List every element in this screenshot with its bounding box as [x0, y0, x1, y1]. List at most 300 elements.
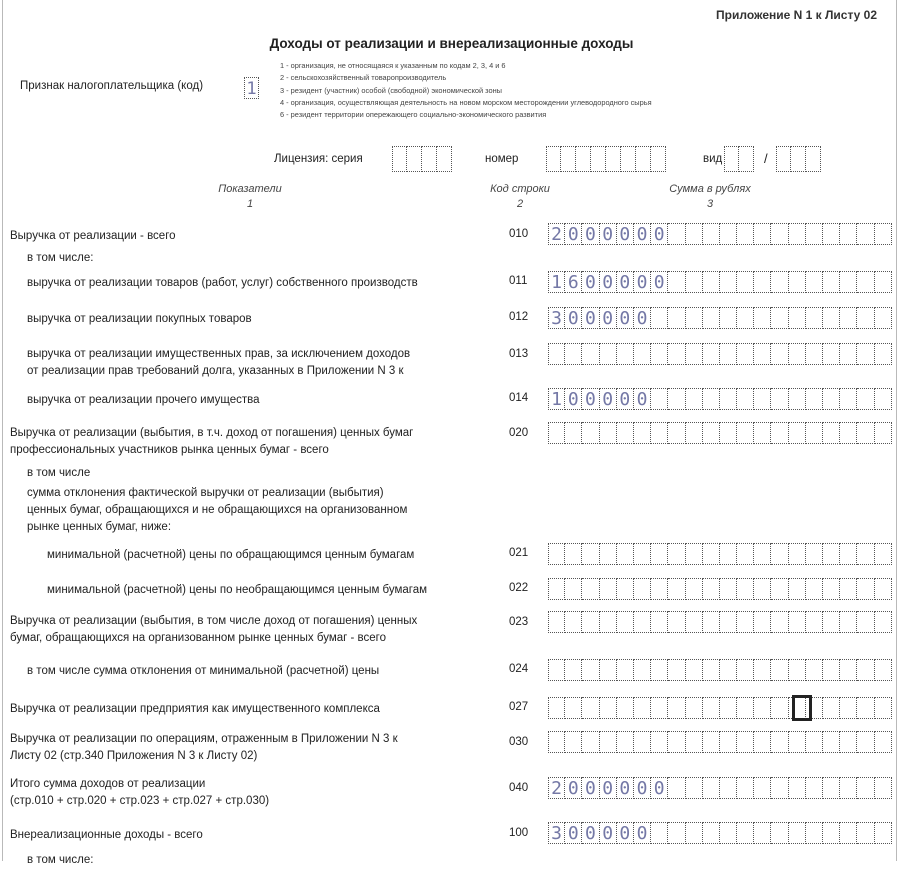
amount-digit-cell[interactable] — [651, 307, 668, 329]
amount-digit-cell[interactable] — [668, 271, 685, 293]
amount-digit-cell[interactable] — [668, 578, 685, 600]
amount-digit-cell[interactable] — [565, 422, 582, 444]
amount-digit-cell[interactable] — [703, 777, 720, 799]
amount-digit-cell[interactable] — [686, 388, 703, 410]
amount-digit-cell[interactable] — [720, 822, 737, 844]
amount-digit-cell[interactable] — [754, 343, 771, 365]
amount-digit-cell[interactable]: 0 — [565, 777, 582, 799]
amount-digit-cell[interactable] — [703, 343, 720, 365]
amount-digit-cell[interactable] — [686, 578, 703, 600]
amount-digit-cell[interactable] — [651, 731, 668, 753]
amount-digit-cell[interactable] — [840, 731, 857, 753]
amount-digit-cell[interactable] — [565, 543, 582, 565]
amount-digit-cell[interactable] — [875, 731, 892, 753]
amount-digit-cell[interactable] — [582, 578, 599, 600]
amount-digit-cell[interactable] — [754, 223, 771, 245]
amount-digit-cell[interactable]: 1 — [548, 271, 565, 293]
amount-digit-cell[interactable] — [857, 307, 874, 329]
amount-digit-cell[interactable] — [582, 422, 599, 444]
amount-digit-cell[interactable] — [771, 271, 788, 293]
amount-digit-cell[interactable] — [737, 697, 754, 719]
amount-digit-cell[interactable] — [806, 731, 823, 753]
amount-digit-cell[interactable] — [651, 343, 668, 365]
license-number-field[interactable] — [546, 146, 666, 172]
amount-digit-cell[interactable]: 0 — [582, 822, 599, 844]
license-series-cell[interactable] — [407, 146, 422, 172]
amount-digit-cell[interactable] — [857, 659, 874, 681]
amount-digit-cell[interactable]: 0 — [582, 223, 599, 245]
amount-digit-cell[interactable] — [582, 343, 599, 365]
amount-digit-cell[interactable] — [720, 697, 737, 719]
amount-digit-cell[interactable] — [857, 697, 874, 719]
amount-digit-cell[interactable] — [651, 611, 668, 633]
amount-digit-cell[interactable] — [565, 343, 582, 365]
amount-digit-cell[interactable] — [806, 543, 823, 565]
amount-digit-cell[interactable]: 3 — [548, 307, 565, 329]
amount-digit-cell[interactable] — [634, 543, 651, 565]
amount-digit-cell[interactable] — [703, 307, 720, 329]
license-series-cell[interactable] — [392, 146, 407, 172]
amount-digit-cell[interactable]: 0 — [634, 271, 651, 293]
amount-digit-cell[interactable] — [857, 422, 874, 444]
amount-digit-cell[interactable] — [634, 697, 651, 719]
amount-digit-cell[interactable] — [823, 543, 840, 565]
amount-field[interactable] — [548, 307, 892, 329]
amount-digit-cell[interactable] — [617, 611, 634, 633]
amount-digit-cell[interactable]: 0 — [600, 822, 617, 844]
license-type-cell[interactable] — [806, 146, 821, 172]
amount-digit-cell[interactable] — [875, 343, 892, 365]
amount-digit-cell[interactable] — [875, 307, 892, 329]
amount-digit-cell[interactable] — [737, 223, 754, 245]
amount-digit-cell[interactable] — [548, 343, 565, 365]
amount-digit-cell[interactable] — [686, 777, 703, 799]
amount-digit-cell[interactable] — [668, 777, 685, 799]
amount-digit-cell[interactable]: 0 — [617, 271, 634, 293]
amount-digit-cell[interactable]: 0 — [634, 307, 651, 329]
amount-digit-cell[interactable]: 0 — [582, 307, 599, 329]
amount-digit-cell[interactable] — [875, 388, 892, 410]
amount-digit-cell[interactable] — [582, 697, 599, 719]
license-type-field-1[interactable] — [724, 146, 754, 172]
amount-digit-cell[interactable] — [789, 659, 806, 681]
amount-digit-cell[interactable] — [668, 697, 685, 719]
amount-digit-cell[interactable] — [600, 543, 617, 565]
amount-digit-cell[interactable]: 0 — [651, 223, 668, 245]
amount-digit-cell[interactable] — [771, 777, 788, 799]
amount-digit-cell[interactable] — [720, 777, 737, 799]
amount-digit-cell[interactable] — [686, 731, 703, 753]
amount-digit-cell[interactable] — [737, 388, 754, 410]
amount-digit-cell[interactable] — [686, 223, 703, 245]
amount-digit-cell[interactable] — [634, 731, 651, 753]
amount-digit-cell[interactable] — [789, 611, 806, 633]
amount-field[interactable] — [548, 777, 892, 799]
amount-digit-cell[interactable]: 0 — [600, 223, 617, 245]
amount-digit-cell[interactable] — [840, 611, 857, 633]
amount-digit-cell[interactable] — [857, 777, 874, 799]
amount-digit-cell[interactable] — [703, 422, 720, 444]
license-type-cell[interactable] — [776, 146, 791, 172]
amount-digit-cell[interactable] — [668, 822, 685, 844]
amount-digit-cell[interactable] — [617, 422, 634, 444]
amount-digit-cell[interactable] — [651, 822, 668, 844]
amount-digit-cell[interactable] — [634, 422, 651, 444]
amount-digit-cell[interactable] — [686, 271, 703, 293]
amount-digit-cell[interactable] — [840, 422, 857, 444]
amount-digit-cell[interactable] — [857, 578, 874, 600]
amount-field[interactable] — [548, 731, 892, 753]
amount-digit-cell[interactable] — [789, 388, 806, 410]
amount-digit-cell[interactable]: 0 — [582, 777, 599, 799]
amount-digit-cell[interactable] — [771, 731, 788, 753]
amount-digit-cell[interactable]: 0 — [617, 388, 634, 410]
amount-field[interactable] — [548, 611, 892, 633]
license-number-cell[interactable] — [591, 146, 606, 172]
amount-digit-cell[interactable] — [548, 611, 565, 633]
amount-digit-cell[interactable] — [771, 307, 788, 329]
amount-digit-cell[interactable] — [737, 659, 754, 681]
amount-digit-cell[interactable] — [617, 543, 634, 565]
amount-digit-cell[interactable]: 0 — [634, 822, 651, 844]
amount-field[interactable] — [548, 388, 892, 410]
amount-digit-cell[interactable] — [565, 731, 582, 753]
amount-digit-cell[interactable] — [823, 578, 840, 600]
amount-digit-cell[interactable] — [875, 223, 892, 245]
amount-digit-cell[interactable] — [806, 578, 823, 600]
amount-digit-cell[interactable] — [737, 422, 754, 444]
amount-digit-cell[interactable] — [823, 659, 840, 681]
amount-digit-cell[interactable] — [737, 343, 754, 365]
amount-digit-cell[interactable]: 0 — [617, 822, 634, 844]
amount-digit-cell[interactable] — [634, 343, 651, 365]
amount-field[interactable] — [548, 697, 892, 719]
amount-digit-cell[interactable] — [823, 307, 840, 329]
amount-digit-cell[interactable] — [857, 271, 874, 293]
amount-digit-cell[interactable] — [771, 543, 788, 565]
amount-digit-cell[interactable] — [806, 822, 823, 844]
amount-digit-cell[interactable] — [703, 659, 720, 681]
amount-field[interactable] — [548, 422, 892, 444]
amount-digit-cell[interactable] — [651, 697, 668, 719]
amount-digit-cell[interactable] — [771, 611, 788, 633]
amount-digit-cell[interactable] — [720, 611, 737, 633]
amount-digit-cell[interactable] — [634, 659, 651, 681]
amount-digit-cell[interactable] — [754, 822, 771, 844]
amount-digit-cell[interactable] — [686, 307, 703, 329]
amount-digit-cell[interactable] — [565, 697, 582, 719]
amount-digit-cell[interactable] — [600, 578, 617, 600]
amount-digit-cell[interactable] — [668, 307, 685, 329]
amount-digit-cell[interactable] — [703, 271, 720, 293]
amount-digit-cell[interactable] — [823, 223, 840, 245]
license-number-cell[interactable] — [621, 146, 636, 172]
amount-digit-cell[interactable] — [840, 659, 857, 681]
amount-digit-cell[interactable] — [668, 659, 685, 681]
amount-digit-cell[interactable] — [737, 543, 754, 565]
license-series-cell[interactable] — [422, 146, 437, 172]
amount-digit-cell[interactable] — [582, 611, 599, 633]
amount-digit-cell[interactable] — [857, 611, 874, 633]
amount-digit-cell[interactable] — [686, 343, 703, 365]
amount-digit-cell[interactable] — [875, 578, 892, 600]
amount-digit-cell[interactable] — [703, 388, 720, 410]
amount-digit-cell[interactable] — [668, 611, 685, 633]
amount-digit-cell[interactable]: 0 — [582, 271, 599, 293]
amount-digit-cell[interactable]: 0 — [651, 271, 668, 293]
amount-digit-cell[interactable] — [840, 578, 857, 600]
amount-digit-cell[interactable] — [789, 578, 806, 600]
amount-digit-cell[interactable]: 0 — [634, 777, 651, 799]
amount-digit-cell[interactable] — [686, 822, 703, 844]
license-type-field-2[interactable] — [776, 146, 821, 172]
amount-field[interactable] — [548, 578, 892, 600]
amount-digit-cell[interactable] — [875, 543, 892, 565]
amount-digit-cell[interactable] — [857, 223, 874, 245]
amount-digit-cell[interactable]: 1 — [548, 388, 565, 410]
amount-digit-cell[interactable] — [857, 822, 874, 844]
amount-digit-cell[interactable] — [720, 271, 737, 293]
amount-digit-cell[interactable] — [840, 343, 857, 365]
amount-digit-cell[interactable] — [823, 271, 840, 293]
amount-digit-cell[interactable] — [875, 422, 892, 444]
amount-digit-cell[interactable] — [789, 543, 806, 565]
amount-digit-cell[interactable] — [668, 422, 685, 444]
amount-digit-cell[interactable] — [771, 223, 788, 245]
amount-digit-cell[interactable]: 0 — [600, 777, 617, 799]
amount-digit-cell[interactable] — [651, 422, 668, 444]
amount-digit-cell[interactable] — [823, 822, 840, 844]
amount-digit-cell[interactable] — [771, 422, 788, 444]
amount-digit-cell[interactable] — [737, 777, 754, 799]
amount-digit-cell[interactable] — [737, 611, 754, 633]
amount-digit-cell[interactable]: 0 — [617, 777, 634, 799]
amount-digit-cell[interactable] — [789, 343, 806, 365]
amount-digit-cell[interactable] — [806, 611, 823, 633]
amount-digit-cell[interactable] — [651, 388, 668, 410]
amount-digit-cell[interactable] — [754, 543, 771, 565]
amount-digit-cell[interactable] — [720, 578, 737, 600]
amount-digit-cell[interactable]: 6 — [565, 271, 582, 293]
amount-digit-cell[interactable] — [754, 659, 771, 681]
amount-digit-cell[interactable] — [840, 388, 857, 410]
amount-digit-cell[interactable] — [600, 611, 617, 633]
amount-digit-cell[interactable] — [600, 659, 617, 681]
license-number-cell[interactable] — [561, 146, 576, 172]
amount-digit-cell[interactable] — [565, 611, 582, 633]
amount-digit-cell[interactable] — [686, 697, 703, 719]
amount-digit-cell[interactable]: 3 — [548, 822, 565, 844]
amount-digit-cell[interactable] — [789, 422, 806, 444]
amount-field[interactable] — [548, 223, 892, 245]
amount-digit-cell[interactable] — [754, 731, 771, 753]
amount-digit-cell[interactable] — [789, 777, 806, 799]
amount-digit-cell[interactable] — [703, 611, 720, 633]
amount-field[interactable] — [548, 543, 892, 565]
license-series-field[interactable] — [392, 146, 452, 172]
amount-digit-cell[interactable] — [840, 307, 857, 329]
amount-digit-cell[interactable] — [806, 307, 823, 329]
amount-digit-cell[interactable]: 0 — [634, 223, 651, 245]
amount-digit-cell[interactable] — [703, 822, 720, 844]
amount-digit-cell[interactable] — [651, 578, 668, 600]
amount-digit-cell[interactable] — [720, 731, 737, 753]
amount-digit-cell[interactable] — [771, 822, 788, 844]
amount-digit-cell[interactable] — [771, 697, 788, 719]
amount-digit-cell[interactable] — [600, 422, 617, 444]
amount-digit-cell[interactable] — [548, 543, 565, 565]
amount-digit-cell[interactable] — [600, 343, 617, 365]
amount-digit-cell[interactable] — [720, 343, 737, 365]
amount-digit-cell[interactable] — [737, 578, 754, 600]
amount-digit-cell[interactable] — [754, 697, 771, 719]
amount-digit-cell[interactable] — [789, 271, 806, 293]
license-number-cell[interactable] — [651, 146, 666, 172]
amount-digit-cell[interactable] — [806, 271, 823, 293]
amount-digit-cell[interactable]: 0 — [565, 307, 582, 329]
amount-digit-cell[interactable] — [582, 659, 599, 681]
amount-digit-cell[interactable] — [823, 777, 840, 799]
amount-digit-cell[interactable] — [600, 731, 617, 753]
amount-digit-cell[interactable]: 0 — [565, 388, 582, 410]
amount-digit-cell[interactable] — [771, 388, 788, 410]
amount-digit-cell[interactable] — [668, 731, 685, 753]
amount-field[interactable] — [548, 822, 892, 844]
amount-digit-cell[interactable] — [548, 422, 565, 444]
amount-digit-cell[interactable] — [840, 777, 857, 799]
amount-digit-cell[interactable] — [754, 388, 771, 410]
amount-digit-cell[interactable] — [771, 578, 788, 600]
amount-digit-cell[interactable] — [720, 223, 737, 245]
amount-digit-cell[interactable] — [668, 223, 685, 245]
amount-digit-cell[interactable] — [754, 307, 771, 329]
amount-digit-cell[interactable] — [771, 659, 788, 681]
amount-field[interactable] — [548, 659, 892, 681]
license-type-cell[interactable] — [739, 146, 754, 172]
amount-digit-cell[interactable] — [548, 659, 565, 681]
amount-digit-cell[interactable] — [875, 611, 892, 633]
amount-digit-cell[interactable] — [823, 422, 840, 444]
amount-digit-cell[interactable] — [754, 777, 771, 799]
amount-digit-cell[interactable] — [840, 271, 857, 293]
amount-digit-cell[interactable] — [771, 343, 788, 365]
amount-digit-cell[interactable] — [548, 578, 565, 600]
amount-digit-cell[interactable] — [789, 307, 806, 329]
amount-digit-cell[interactable] — [634, 578, 651, 600]
amount-digit-cell[interactable] — [806, 659, 823, 681]
amount-digit-cell[interactable] — [754, 578, 771, 600]
amount-digit-cell[interactable] — [565, 659, 582, 681]
amount-digit-cell[interactable] — [789, 223, 806, 245]
amount-digit-cell[interactable] — [737, 271, 754, 293]
amount-digit-cell[interactable] — [617, 731, 634, 753]
amount-digit-cell[interactable] — [617, 343, 634, 365]
amount-digit-cell[interactable]: 0 — [565, 822, 582, 844]
amount-digit-cell[interactable]: 0 — [582, 388, 599, 410]
amount-digit-cell[interactable] — [548, 697, 565, 719]
amount-digit-cell[interactable] — [806, 422, 823, 444]
amount-digit-cell[interactable] — [789, 731, 806, 753]
amount-digit-cell[interactable] — [668, 388, 685, 410]
amount-digit-cell[interactable] — [617, 659, 634, 681]
amount-digit-cell[interactable] — [703, 731, 720, 753]
amount-digit-cell[interactable] — [703, 543, 720, 565]
amount-digit-cell[interactable] — [617, 578, 634, 600]
amount-digit-cell[interactable] — [857, 343, 874, 365]
amount-digit-cell[interactable] — [875, 822, 892, 844]
amount-digit-cell[interactable] — [857, 543, 874, 565]
amount-digit-cell[interactable] — [582, 543, 599, 565]
amount-digit-cell[interactable]: 0 — [600, 388, 617, 410]
amount-digit-cell[interactable] — [720, 422, 737, 444]
amount-digit-cell[interactable] — [703, 223, 720, 245]
amount-digit-cell[interactable] — [875, 777, 892, 799]
license-number-cell[interactable] — [606, 146, 621, 172]
amount-digit-cell[interactable] — [875, 659, 892, 681]
amount-digit-cell[interactable] — [754, 422, 771, 444]
amount-digit-cell[interactable] — [754, 271, 771, 293]
license-series-cell[interactable] — [437, 146, 452, 172]
amount-digit-cell[interactable]: 0 — [565, 223, 582, 245]
amount-digit-cell[interactable] — [686, 422, 703, 444]
amount-digit-cell[interactable] — [823, 388, 840, 410]
amount-digit-cell[interactable] — [840, 543, 857, 565]
amount-digit-cell[interactable] — [720, 307, 737, 329]
amount-digit-cell[interactable] — [840, 223, 857, 245]
amount-digit-cell[interactable] — [823, 731, 840, 753]
amount-digit-cell[interactable] — [651, 543, 668, 565]
amount-digit-cell[interactable] — [548, 731, 565, 753]
amount-digit-cell[interactable] — [857, 731, 874, 753]
amount-digit-cell[interactable]: 0 — [617, 307, 634, 329]
amount-digit-cell[interactable] — [806, 777, 823, 799]
amount-digit-cell[interactable] — [720, 388, 737, 410]
amount-digit-cell[interactable] — [617, 697, 634, 719]
license-number-cell[interactable] — [636, 146, 651, 172]
license-number-cell[interactable] — [546, 146, 561, 172]
amount-digit-cell[interactable] — [754, 611, 771, 633]
amount-digit-cell[interactable] — [789, 822, 806, 844]
amount-digit-cell[interactable]: 0 — [617, 223, 634, 245]
amount-digit-cell[interactable] — [857, 388, 874, 410]
license-number-cell[interactable] — [576, 146, 591, 172]
amount-digit-cell[interactable] — [737, 731, 754, 753]
license-type-cell[interactable] — [791, 146, 806, 172]
amount-digit-cell[interactable] — [720, 659, 737, 681]
amount-digit-cell[interactable]: 2 — [548, 777, 565, 799]
amount-digit-cell[interactable] — [840, 697, 857, 719]
amount-digit-cell[interactable]: 2 — [548, 223, 565, 245]
amount-digit-cell[interactable] — [875, 697, 892, 719]
amount-digit-cell[interactable] — [823, 611, 840, 633]
amount-digit-cell[interactable] — [703, 697, 720, 719]
amount-digit-cell[interactable] — [737, 822, 754, 844]
amount-digit-cell[interactable] — [668, 543, 685, 565]
amount-digit-cell[interactable] — [600, 697, 617, 719]
amount-digit-cell[interactable] — [565, 578, 582, 600]
amount-digit-cell[interactable] — [634, 611, 651, 633]
amount-digit-cell[interactable] — [823, 697, 840, 719]
amount-digit-cell[interactable] — [651, 659, 668, 681]
amount-digit-cell[interactable] — [686, 659, 703, 681]
amount-digit-cell[interactable] — [720, 543, 737, 565]
amount-digit-cell[interactable]: 0 — [600, 271, 617, 293]
amount-digit-cell[interactable] — [806, 388, 823, 410]
license-type-cell[interactable] — [724, 146, 739, 172]
amount-digit-cell[interactable] — [686, 543, 703, 565]
amount-digit-cell[interactable] — [703, 578, 720, 600]
amount-field[interactable] — [548, 271, 892, 293]
